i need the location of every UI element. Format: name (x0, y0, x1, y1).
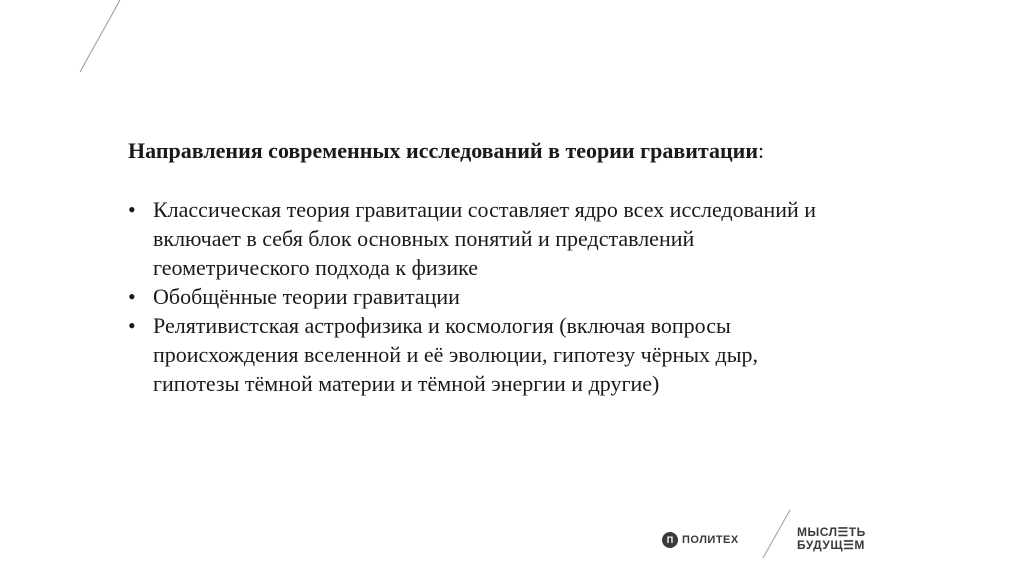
list-item-text: Обобщённые теории гравитации (153, 284, 460, 309)
list-item (128, 311, 848, 398)
list-item-text: Релятивистская астрофизика и космология (включая вопросы происхождения вселенной и её эволюции, гипотезу чёрных дыр, гипотезы тёмной материи и тёмной энергии и другие) (153, 313, 759, 396)
bullet-marker: • (128, 197, 136, 222)
bullet-marker: • (128, 313, 136, 338)
slide-title-colon: : (758, 138, 765, 163)
mysl-logo-line1: МЫСЛ☰ТЬ (797, 525, 866, 539)
slide-title (128, 136, 848, 165)
mysl-logo-line2: БУДУЩ☰М (797, 538, 865, 552)
politeh-logo-text: ПОЛИТЕХ (682, 534, 739, 546)
footer-slash-line (763, 510, 790, 558)
top-slash-line (80, 0, 120, 72)
bullet-marker: • (128, 284, 136, 309)
bullet-list (128, 195, 848, 398)
list-item (128, 282, 848, 311)
list-item-text: Классическая теория гравитации составляет ядро всех исследований и включает в себя блок основных понятий и представлений геометрического подхода к физике (153, 197, 817, 280)
politeh-logo-icon: П (662, 532, 678, 548)
slide-content (128, 136, 848, 398)
slide-title-text: Направления современных исследований в теории гравитации (128, 138, 758, 163)
list-item (128, 195, 848, 282)
